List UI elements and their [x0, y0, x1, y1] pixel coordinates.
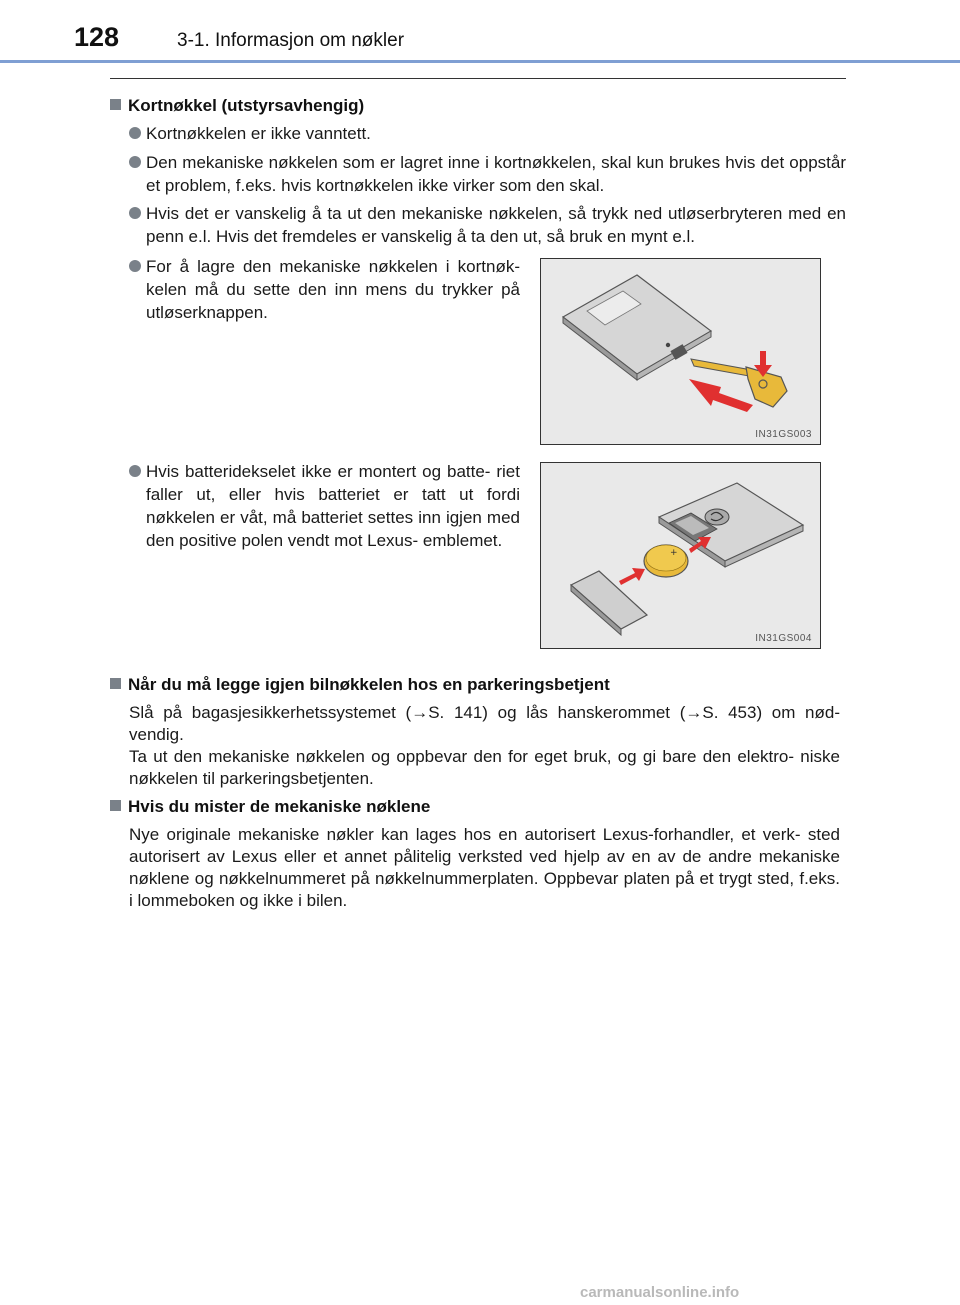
bullet-dot-icon — [129, 260, 141, 272]
valet-paragraph-1: Slå på bagasjesikkerhetssystemet (→S. 141) og lås hanskerommet (→S. 453) om nød- vendig. — [129, 703, 840, 744]
card-key-heading: Kortnøkkel (utstyrsavhengig) — [110, 95, 364, 117]
figure-key-insert — [540, 258, 821, 445]
page-header — [0, 0, 960, 62]
svg-text:+: + — [670, 548, 678, 558]
figure-battery-insert — [540, 462, 821, 649]
lost-keys-heading: Hvis du mister de mekaniske nøklene — [110, 796, 430, 818]
page-number: 128 — [74, 22, 120, 52]
bullet-item: Kortnøkkelen er ikke vanntett. — [146, 122, 846, 145]
figure-code: IN31GS003 — [755, 429, 812, 440]
bullet-dot-icon — [129, 127, 141, 139]
valet-paragraph-2: Ta ut den mekaniske nøkkelen og oppbevar den for eget bruk, og gi bare den elektro- niske nøkkelen til parkeringsbetjenten. — [129, 747, 840, 788]
bullet-item: Hvis batteridekselet ikke er montert og batte- riet faller ut, eller hvis batteriet er tatt ut fordi nøkkelen er våt, må batteriet settes inn igjen med den positive polen vendt mot Lexus- emblemet. — [146, 460, 520, 552]
header-rule — [0, 60, 960, 63]
bullet-dot-icon — [129, 465, 141, 477]
valet-heading: Når du må legge igjen bilnøkkelen hos en parkeringsbetjent — [110, 674, 610, 696]
square-bullet-icon — [110, 678, 121, 689]
section-title: 3-1. Informasjon om nøkler — [177, 30, 405, 51]
watermark: carmanualsonline.info — [580, 1284, 740, 1301]
top-divider — [110, 78, 846, 79]
key-insert-illustration — [541, 259, 822, 446]
square-bullet-icon — [110, 800, 121, 811]
bullet-item: Den mekaniske nøkkelen som er lagret inne i kortnøkkelen, skal kun brukes hvis det oppstår et problem, f.eks. hvis kortnøkkelen ikke virker som den skal. — [146, 151, 846, 197]
bullet-item: For å lagre den mekaniske nøkkelen i kortnøk- kelen må du sette den inn mens du trykker på utløserknappen. — [146, 255, 520, 324]
figure-code: IN31GS004 — [755, 633, 812, 644]
bullet-item: Hvis det er vanskelig å ta ut den mekaniske nøkkelen, så trykk ned utløserbryteren med en penn e.l. Hvis det fremdeles er vanskelig å ta den ut, så bruk en mynt e.l. — [146, 202, 846, 248]
bullet-dot-icon — [129, 156, 141, 168]
lost-keys-paragraph: Nye originale mekaniske nøkler kan lages hos en autorisert Lexus-forhandler, et verk- sted autorisert av Lexus eller et annet pålitelig verksted ved hjelp av en av de andre mekaniske nøklene og nøkkelnummeret på nøkkelnummerplaten. Oppbevar platen på et trygt sted, f.eks. i lommeboken og ikke i bilen. — [129, 825, 840, 910]
bullet-dot-icon — [129, 207, 141, 219]
battery-insert-illustration — [541, 463, 822, 650]
square-bullet-icon — [110, 99, 121, 110]
